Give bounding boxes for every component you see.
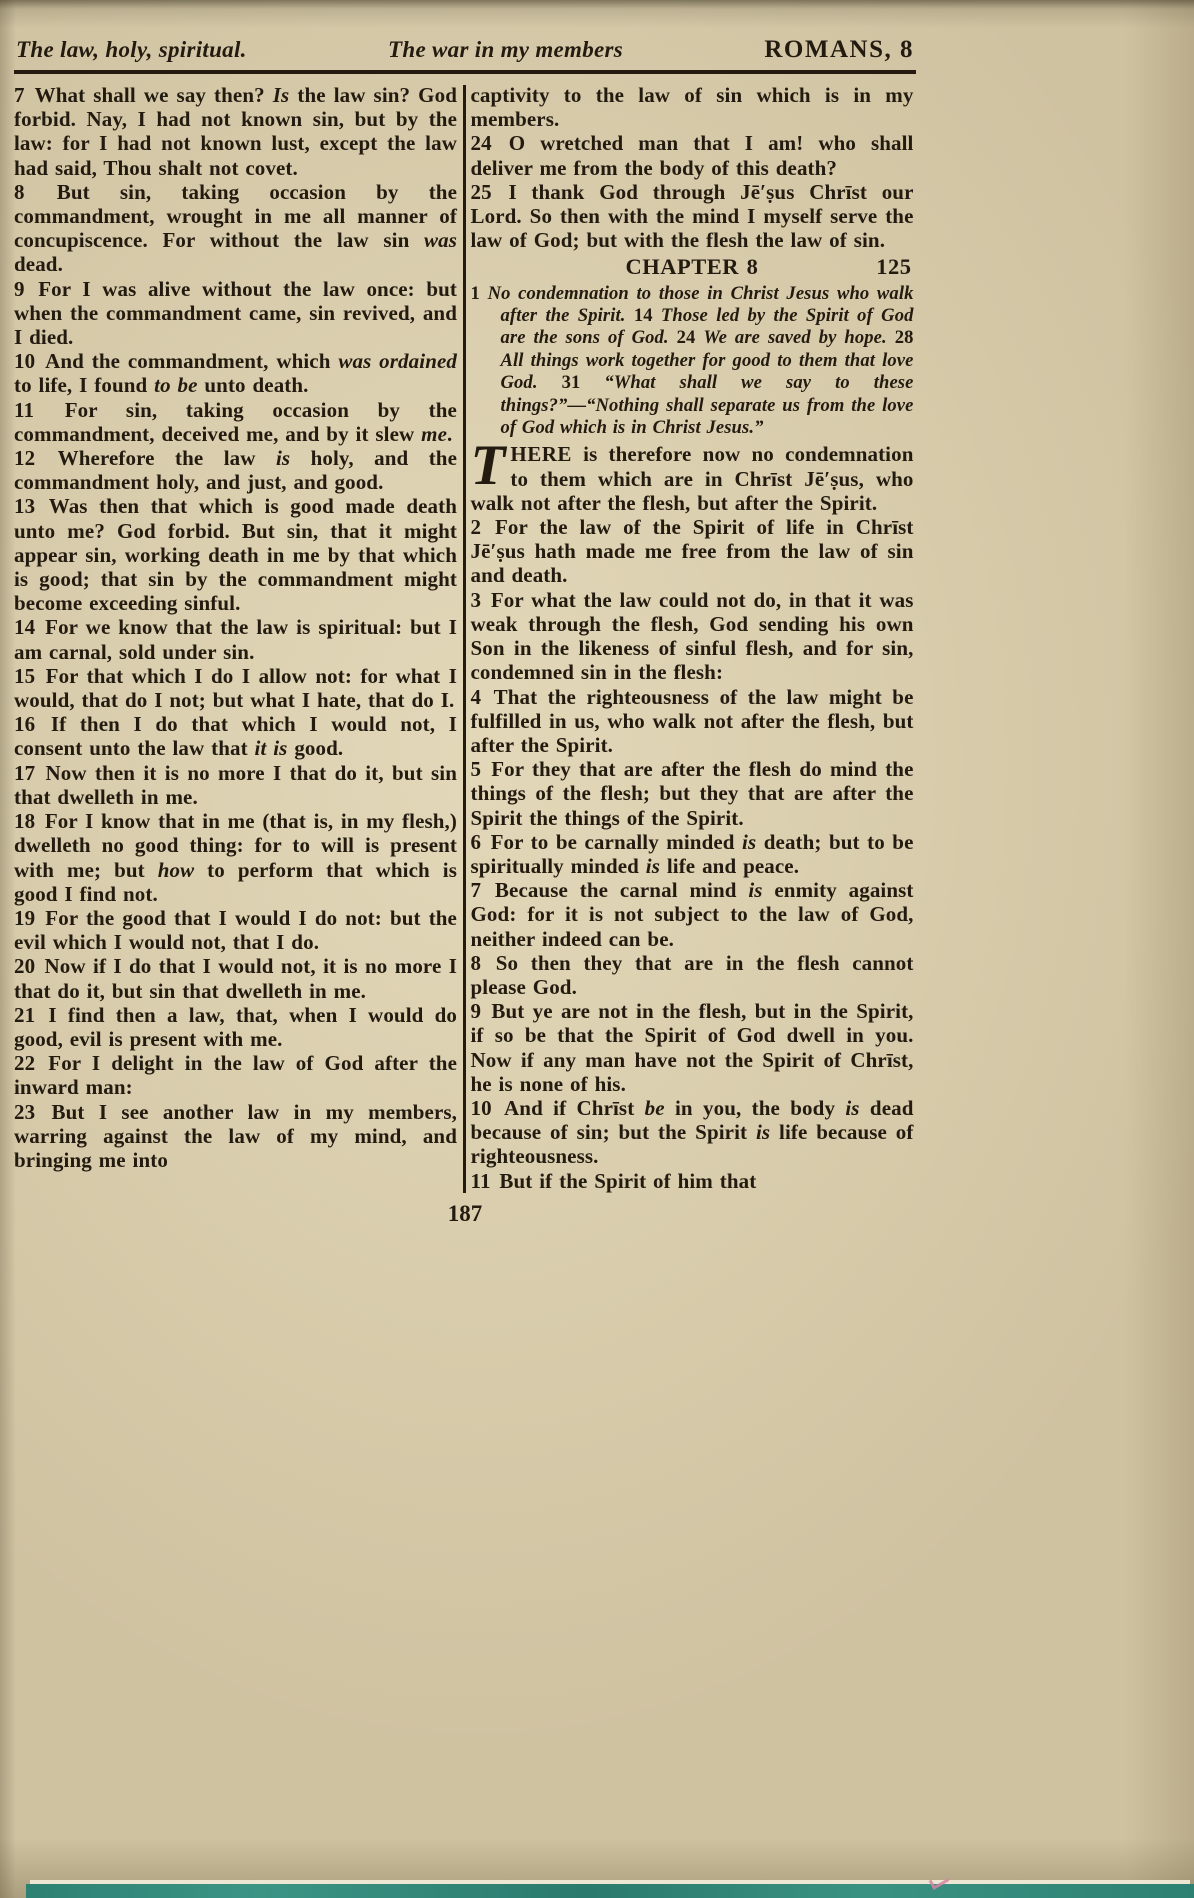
verse-paragraph: 7 What shall we say then? Is the law sin? God forbid. Nay, I had not known sin, but by the law: for I had not known lust, except the law had said, Thou shalt not covet. (14, 83, 457, 180)
chapter-heading (471, 255, 914, 279)
verse-number: 13 (14, 494, 47, 519)
printed-area (14, 36, 916, 1227)
verse-number: 21 (14, 1002, 47, 1027)
verse-paragraph: 23 But I see another law in my members, warring against the law of my mind, and bringing me into (14, 1099, 457, 1172)
verse-number: 10 (14, 349, 44, 374)
verse-paragraph: 6 For to be carnally minded is death; but to be spiritually minded is life and peace. (470, 829, 914, 878)
verse-number: 16 (14, 712, 49, 737)
verse-paragraph: 2 For the law of the Spirit of life in Chrīst Jē′ṣus hath made me free from the law of sin and death. (470, 515, 914, 588)
verse-paragraph: 9 For I was alive without the law once: but when the commandment came, sin revived, and I died. (14, 276, 458, 350)
running-head (14, 36, 916, 64)
column-divider-rule (463, 85, 466, 1193)
verse-number: 9 (14, 276, 37, 301)
verse-paragraph: 17 Now then it is no more I that do it, but sin that dwelleth in me. (14, 760, 457, 809)
verse-number: 5 (470, 757, 490, 782)
running-head-center-title: The war in my members (388, 37, 624, 62)
verse-paragraph: 8 But sin, taking occasion by the commandment, wrought in me all manner of concupiscence. For without the law sin was dead. (14, 179, 457, 277)
verse-number: 17 (14, 760, 44, 785)
verse-paragraph: 11 But if the Spirit of him that (470, 1168, 757, 1193)
text-columns (14, 83, 916, 1193)
running-head-book-chapter: ROMANS, 8 (764, 36, 914, 63)
verse-paragraph: 25 I thank God through Jē′ṣus Chrīst our Lord. So then with the mind I myself serve the law of God; but with the flesh the law of sin. (470, 179, 914, 253)
verse-number: 15 (14, 663, 44, 688)
verse-number: 2 (470, 515, 493, 540)
verse-number: 7 (470, 878, 493, 903)
lead-capitals: HERE (510, 442, 572, 467)
left-text-column (14, 83, 457, 1193)
verse-number: 18 (14, 809, 43, 834)
chapter-summary: 1 No condemnation to those in Christ Jesus who walk after the Spirit. 14 Those led by the Spirit of God are the sons of God. 24 We are saved by hope. 28 All things work together for good to them that love God. 31 “What shall we say to these things?”—“Nothing shall separate us from the love of God which is in Christ Jesus.” (470, 282, 914, 439)
verse-paragraph: 14 For we know that the law is spiritual: but I am carnal, sold under sin. (14, 615, 457, 664)
verse-paragraph: 13 Was then that which is good made death unto me? God forbid. But sin, that it might appear sin, working death in me by that which is good; that sin by the commandment might become exceeding sinful. (14, 494, 457, 616)
verse-number: 4 (470, 684, 492, 709)
verse-number: 23 (14, 1099, 50, 1124)
verse-paragraph: 15 For that which I do I allow not: for what I would, that do I not; but what I hate, that do I. (14, 663, 457, 713)
verse-paragraph: 4 That the righteousness of the law might be fulfilled in us, who walk not after the flesh, but after the Spirit. (470, 684, 914, 757)
verse-paragraph: 10 And if Chrīst be in you, the body is dead because of sin; but the Spirit is life because of righteousness. (470, 1095, 914, 1169)
right-text-column (471, 83, 914, 1193)
verse-number: 25 (470, 179, 507, 204)
continuation-paragraph: captivity to the law of sin which is in my members. (470, 83, 914, 132)
verse-number: 7 (14, 83, 33, 107)
verse-paragraph: 3 For what the law could not do, in that it was weak through the flesh, God sending his own Son in the likeness of sinful flesh, and for sin, condemned sin in the flesh: (470, 587, 914, 685)
verse-paragraph: 9 But ye are not in the flesh, but in the Spirit, if so be that the Spirit of God dwell in you. Now if any man have not the Spirit of Chrīst, he is none of his. (470, 999, 914, 1096)
verse-paragraph: 11 For sin, taking occasion by the commandment, deceived me, and by it slew me. (14, 397, 457, 446)
verse-paragraph: 8 So then they that are in the flesh cannot please God. (470, 950, 914, 999)
verse-number: 8 (14, 179, 55, 204)
book-cover-edge (26, 1884, 1194, 1898)
verse-paragraph: 7 Because the carnal mind is enmity against God: for it is not subject to the law of God, neither indeed can be. (470, 878, 914, 951)
verse-paragraph: 22 For I delight in the law of God after the inward man: (14, 1051, 457, 1100)
verse-number: 12 (14, 446, 56, 471)
verse-number: 11 (470, 1168, 498, 1193)
verse-number: 22 (14, 1051, 47, 1076)
verse-paragraph: 10 And the commandment, which was ordained to life, I found to be unto death. (14, 349, 457, 398)
verse-paragraph: 19 For the good that I would I do not: but the evil which I would not, that I do. (14, 905, 457, 955)
verse-number: 14 (14, 615, 44, 640)
verse-paragraph: 12 Wherefore the law is holy, and the commandment holy, and just, and good. (14, 446, 457, 495)
drop-cap-letter: T (470, 434, 506, 498)
header-rule (14, 70, 916, 74)
verse-number: 24 (470, 131, 507, 156)
verse-paragraph: 18 For I know that in me (that is, in my flesh,) dwelleth no good thing: for to will is present with me; but how to perform that which is good I find not. (14, 809, 457, 906)
verse-number: 11 (14, 397, 63, 422)
verse-number: 9 (470, 999, 490, 1024)
chapter-title: CHAPTER 8 (625, 254, 759, 280)
chapter-page-ref: 125 (876, 254, 912, 280)
verse-paragraph: 5 For they that are after the flesh do mind the things of the flesh; but they that are after the Spirit the things of the Spirit. (470, 757, 914, 830)
verse-paragraph: 21 I find then a law, that, when I would do good, evil is present with me. (14, 1002, 457, 1051)
running-head-left-title: The law, holy, spiritual. (16, 37, 247, 62)
verse-number: 19 (14, 905, 44, 930)
verse-paragraph: 24 O wretched man that I am! who shall deliver me from the body of this death? (470, 131, 914, 180)
verse-paragraph: 20 Now if I do that I would not, it is no more I that do it, but sin that dwelleth in me. (14, 954, 457, 1003)
verse-number: 6 (470, 829, 489, 854)
verse-number: 10 (470, 1095, 503, 1120)
verse-paragraph: THERE is therefore now no condemnation to them which are in Chrīst Jē′ṣus, who walk not after the flesh, but after the Spirit. (470, 434, 914, 515)
verse-number: 3 (470, 587, 489, 612)
verse-number: 20 (14, 954, 43, 979)
page-number: 187 (447, 1200, 483, 1226)
verse-number: 8 (470, 950, 494, 975)
verse-paragraph: 16 If then I do that which I would not, I consent unto the law that it is good. (14, 712, 457, 761)
